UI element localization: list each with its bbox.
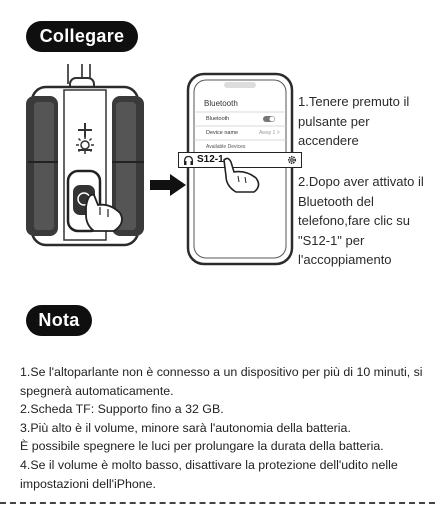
power-button[interactable]: [64, 165, 134, 240]
note-3: 3.Più alto è il volume, minore sarà l'autonomia della batteria.: [20, 420, 351, 435]
notes-list: [20, 363, 432, 493]
cut-line-divider: [0, 502, 435, 504]
pointing-hand-icon: [86, 195, 122, 231]
note-2: 2.Scheda TF: Supporto fino a 32 GB.: [20, 402, 224, 417]
section-title-nota: Nota: [26, 305, 92, 336]
section-title-collegare: Collegare: [26, 21, 138, 52]
phone-header: Bluetooth: [204, 99, 238, 108]
phone-row-bluetooth[interactable]: Bluetooth: [206, 116, 230, 122]
note-4: 4.Se il volume è molto basso, disattivare la protezione dell'udito nelle impostazioni dell'iPhone.: [20, 457, 398, 491]
phone-row-device-name[interactable]: Device name: [206, 130, 239, 136]
device-popup-label: S12-1: [197, 154, 224, 165]
headphone-icon: [183, 155, 194, 166]
phone-device-name-value: Away 1 >: [259, 130, 280, 136]
light-icon: [75, 135, 95, 155]
step-1-text: 1.Tenere premuto il pulsante per accendere: [298, 94, 410, 148]
step-2-text: 2.Dopo aver attivato il Bluetooth del telefono,fare clic su "S12-1" per l'accoppiamento: [298, 174, 424, 267]
arrow-right-icon: [150, 174, 186, 196]
note-1: 1.Se l'altoparlante non è connesso a un dispositivo per più di 10 minuti, si spegnerà automaticamente.: [20, 365, 423, 398]
pointing-hand-icon: [218, 156, 268, 196]
gear-icon[interactable]: [287, 155, 297, 165]
note-3b: È possibile spegnere le luci per prolungare la durata della batteria.: [20, 439, 384, 454]
phone-available-devices: Available Devices: [206, 144, 246, 150]
